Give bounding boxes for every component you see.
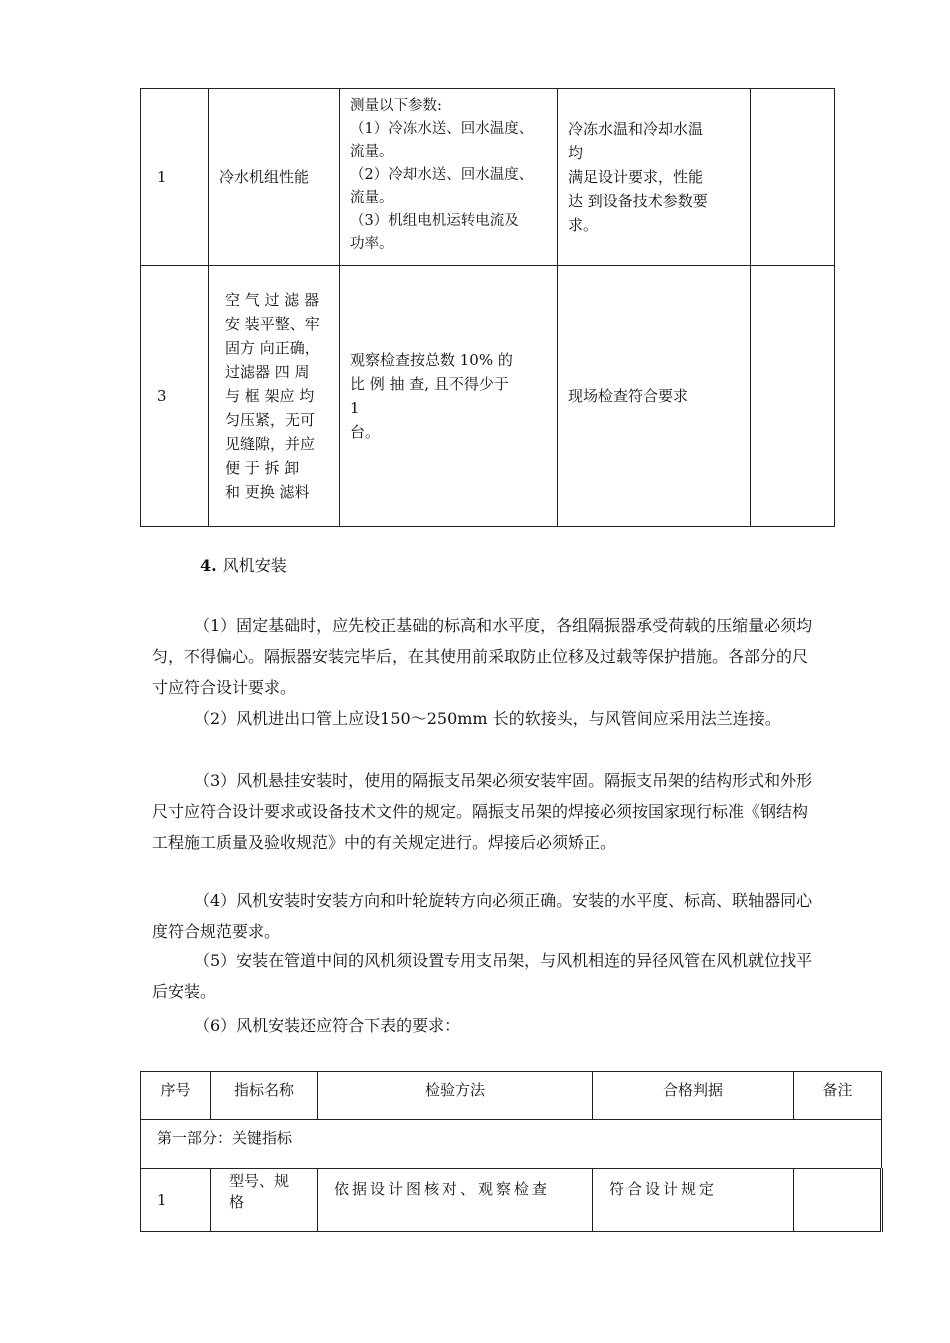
text-line: 匀压紧，无可 <box>225 411 316 429</box>
group-label: 第一部分：关键指标 <box>141 1120 882 1169</box>
table-row <box>141 1169 882 1232</box>
remark-cell <box>751 266 835 527</box>
header-remark: 备注 <box>794 1072 882 1120</box>
text-line: 冷冻水温和冷却水温 <box>568 120 704 138</box>
text-line: 求。 <box>568 216 599 234</box>
acceptance-criteria <box>558 266 751 527</box>
text-line: 型号、规 <box>229 1172 290 1190</box>
text-line: 达 到设备技术参数要 <box>568 192 708 210</box>
item-name <box>209 89 340 266</box>
text-line: 台。 <box>350 423 381 441</box>
paragraph: （2）风机进出口管上应设150～250mm 长的软接头，与风管间应采用法兰连接。 <box>194 709 781 728</box>
text-line: 测量以下参数: <box>350 98 442 114</box>
header-criteria: 合格判据 <box>593 1072 794 1120</box>
text-line: 观察检查按总数 10% 的 <box>350 351 513 369</box>
text-line: 比 例 抽 查, 且不得少于 <box>350 375 509 393</box>
header-name: 指标名称 <box>211 1072 318 1120</box>
remark-cell <box>794 1169 882 1232</box>
paragraph: （1）固定基础时，应先校正基础的标高和水平度，各组隔振器承受荷载的压缩量必须均匀，不得偏心。隔振器安装完毕后，在其使用前采取防止位移及过载等保护措施。各部分的尺寸应符合设计要求。 <box>152 616 813 697</box>
row-number: 3 <box>141 266 209 527</box>
section-heading <box>200 553 287 576</box>
text-line: 过滤器 四 周 <box>225 363 310 381</box>
text-line: （1）冷冻水送、回水温度、 <box>350 121 534 137</box>
inspection-method <box>340 266 558 527</box>
text-line: 均 <box>568 144 584 162</box>
header-no: 序号 <box>141 1072 211 1120</box>
item-name <box>211 1169 318 1232</box>
text-line: 功率。 <box>350 236 394 252</box>
inspection-table-1 <box>140 88 835 527</box>
remark-cell <box>751 89 835 266</box>
paragraph: （5）安装在管道中间的风机须设置专用支吊架，与风机相连的异径风管在风机就位找平后安装。 <box>152 951 813 1001</box>
text-line: 流量。 <box>350 144 394 160</box>
text-line: 便 于 拆 卸 <box>225 459 300 477</box>
text-line: 空 气 过 滤 器 <box>225 291 320 309</box>
table-header-row <box>141 1072 882 1120</box>
acceptance-criteria: 符合设计规定 <box>593 1169 794 1232</box>
text-line: 固方 向正确， <box>225 339 320 357</box>
section-title: 风机安装 <box>222 556 287 575</box>
text-line: 现场检查符合要求 <box>568 387 689 405</box>
text-line: 和 更换 滤料 <box>225 483 310 501</box>
header-method: 检验方法 <box>318 1072 593 1120</box>
paragraph: （4）风机安装时安装方向和叶轮旋转方向必须正确。安装的水平度、标高、联轴器同心度符合规范要求。 <box>152 891 813 941</box>
text-line: （3）机组电机运转电流及 <box>350 213 519 229</box>
text-line: （2）冷却水送、回水温度、 <box>350 167 534 183</box>
text-line: 格 <box>229 1193 245 1211</box>
row-number: 1 <box>141 89 209 266</box>
text-line: 1 <box>350 399 360 417</box>
section-number: 4. <box>200 556 217 575</box>
text-line: 与 框 架应 均 <box>225 387 315 405</box>
table-row <box>141 89 835 266</box>
text-line: 流量。 <box>350 190 394 206</box>
inspection-method: 依据设计图核对、观察检查 <box>318 1169 593 1232</box>
text-line: 安 装平整、牢 <box>225 315 320 333</box>
paragraph: （6）风机安装还应符合下表的要求： <box>194 1016 461 1035</box>
text-line: 冷水机组性能 <box>219 168 310 186</box>
table-row <box>141 266 835 527</box>
row-number: 1 <box>141 1169 211 1232</box>
group-row <box>141 1120 882 1169</box>
inspection-table-2 <box>140 1071 883 1232</box>
inspection-method <box>340 89 558 266</box>
text-line: 满足设计要求，性能 <box>568 168 704 186</box>
acceptance-criteria <box>558 89 751 266</box>
text-line: 见缝隙，并应 <box>225 435 316 453</box>
paragraph: （3）风机悬挂安装时，使用的隔振支吊架必须安装牢固。隔振支吊架的结构形式和外形尺寸应符合设计要求或设备技术文件的规定。隔振支吊架的焊接必须按国家现行标准《钢结构工程施工质量及验收规范》中的有关规定进行。焊接后必须矫正。 <box>152 771 813 852</box>
item-name <box>209 266 340 527</box>
